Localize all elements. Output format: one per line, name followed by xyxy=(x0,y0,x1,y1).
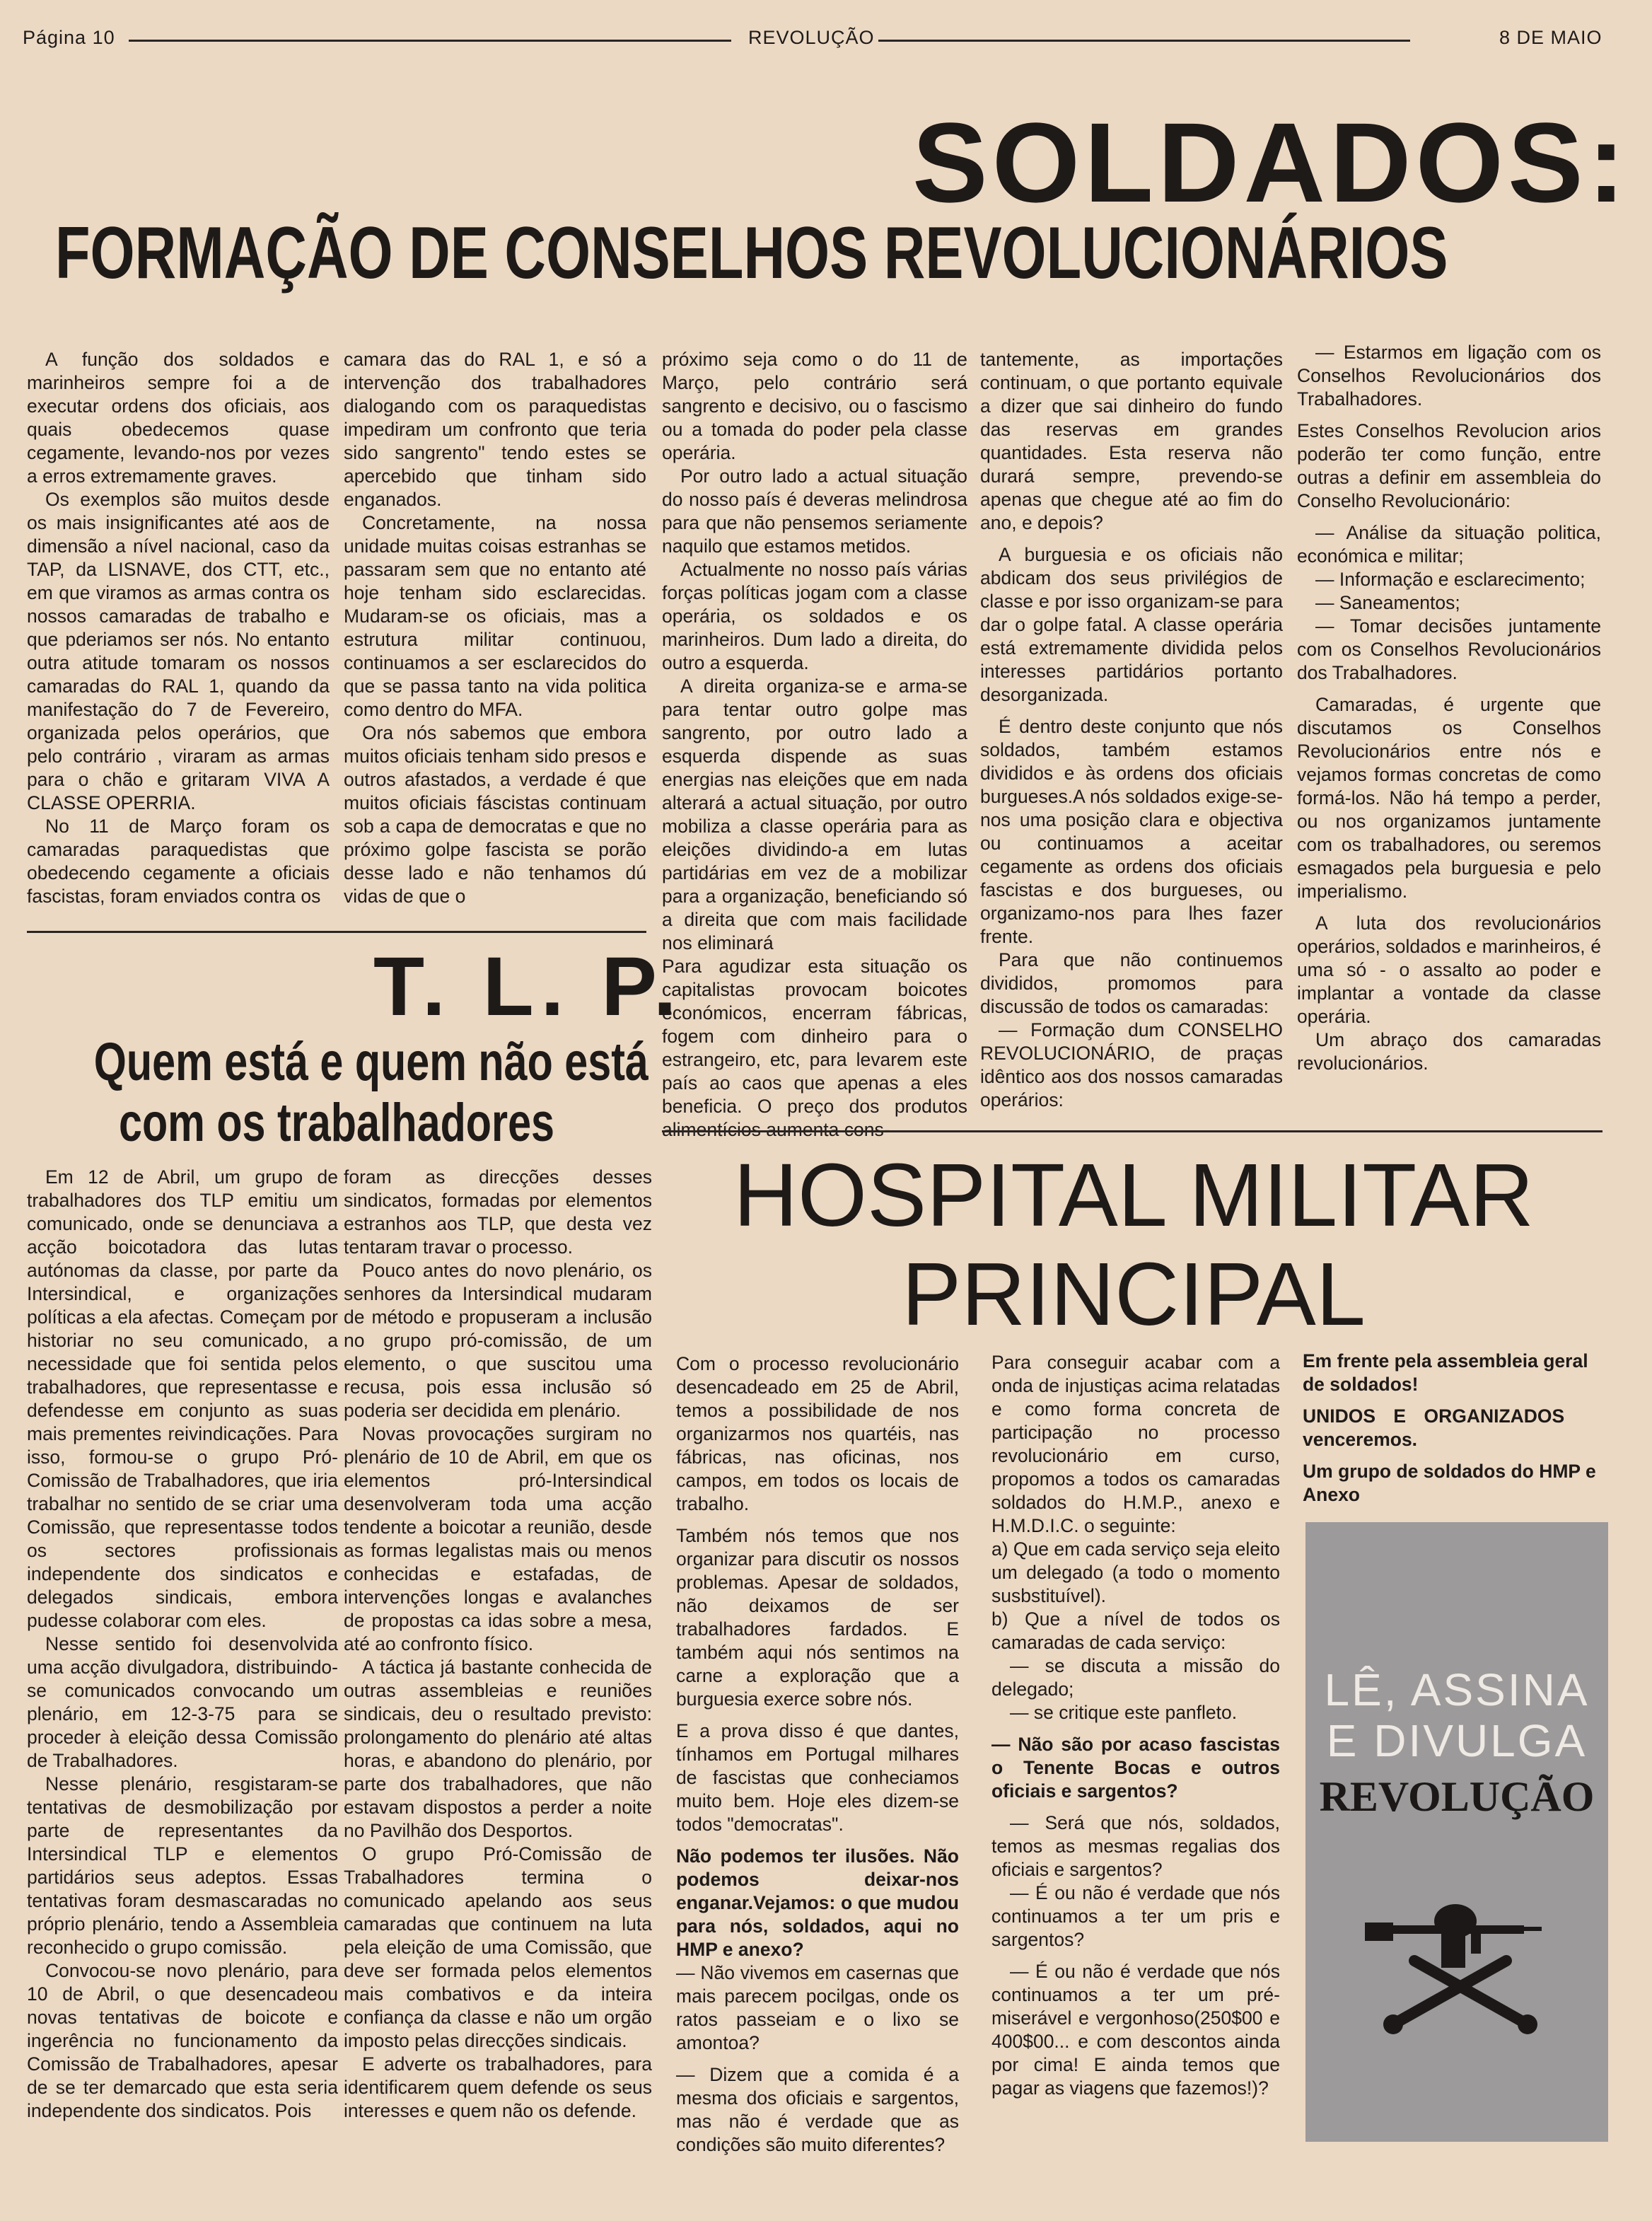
hospital-column-1 xyxy=(676,1352,959,2157)
paragraph: Em 12 de Abril, um grupo de trabalhadores dos TLP emitiu um comunicado, onde se denunciava a acção boicotadora das lutas autónomas da classe, por parte da Intersindical, e organizações políticas a ela afectas. Começam por historiar no seu comunicado, a necessidade que foi sentida pelos trabalhadores, que representasse e defendesse em conjunto as suas mais prementes reivindicações. Para isso, formou-se o grupo Pró-Comissão de Trabalhadores, que iria trabalhar no sentido de se criar uma Comissão, que representasse todos os sectores profissionais independente dos sindicatos e delegados sindicais, embora pudesse colaborar com eles. xyxy=(27,1166,338,1631)
slogan: Em frente pela assembleia geral de soldados! xyxy=(1303,1350,1588,1395)
soldados-headline: SOLDADOS: xyxy=(912,99,1629,226)
page-number: Página 10 xyxy=(23,27,115,48)
paragraph: A luta dos revolucionários operários, soldados e marinheiros, é uma só - o assalto ao poder e implantar a vontade da classe operária. xyxy=(1297,912,1601,1027)
tlp-headline: T. L. P. xyxy=(373,940,684,1033)
soldados-column-1 xyxy=(27,348,330,908)
paragraph: A burguesia e os oficiais não abdicam dos seus privilégios de classe e por isso organizam-se para dar o golpe fatal. A classe operária está extremamente dividida pelos interesses partidários portanto desorganizada. xyxy=(980,544,1283,705)
paragraph: Também nós temos que nos organizar para discutir os nossos problemas. Apesar de soldados, não deixamos de ser trabalhadores fardados. E também aqui nós sentimos na carne a exploração que a burguesia exerce sobre nós. xyxy=(676,1525,959,1710)
list-item: — Saneamentos; xyxy=(1315,592,1460,613)
paragraph: — É ou não é verdade que nós continuamos a ter um pré-miserável e vergonhoso(250$00 e 400$00... e com descontos ainda por cima! E ainda temos que pagar as viagens que fazemos!)? xyxy=(991,1961,1280,2099)
advert-line-2: E DIVULGA xyxy=(1326,1715,1588,1766)
soldados-column-2 xyxy=(344,348,646,908)
paragraph: A táctica já bastante conhecida de outras assembleias e reuniões sindicais, deu o resultado previsto: prolongamento do plenário até altas horas, e abandono do plenário, por parte dos trabalhadores, que não estavam dispostos a perder a noite no Pavilhão dos Desportos. xyxy=(344,1657,652,1841)
list-item: — se discuta a missão do delegado; xyxy=(991,1655,1280,1700)
soldados-column-3 xyxy=(662,348,967,1142)
paragraph: Os exemplos são muitos desde os mais insignificantes até aos de dimensão a nível nacional, caso da TAP, da LISNAVE, dos CTT, etc., em que viramos as armas contra os nossos camaradas de trabalho e que pderiamos ser nós. No entanto outra atitude tomaram os nossos camaradas do RAL 1, quando da manifestação do 7 de Fevereiro, organizada pelos operários, que pelo contrário , viraram as armas para o chão e gritaram VIVA A CLASSE OPERRIA. xyxy=(27,489,330,813)
list-item: — Análise da situação politica, económica e militar; xyxy=(1297,522,1601,567)
paragraph: — Não vivemos em casernas que mais parecem pocilgas, onde os ratos passeiam e o lixo se amontoa? xyxy=(676,1962,959,2053)
paragraph: A direita organiza-se e arma-se para tentar outro golpe mas sangrento, por outro lado a esquerda dispende as suas energias nas eleições que em nada alterará a actual situação, por outro mobiliza a classe operária para as eleições dividindo-a em lutas partidárias em vez de a mobilizar para a organização, beneficiando só a direita que com mais facilidade nos eliminará xyxy=(662,675,967,953)
paragraph: A função dos soldados e marinheiros sempre foi a de executar ordens dos oficiais, aos quais obedecemos quase cegamente, levando-nos por vezes a erros extremamente graves. xyxy=(27,349,330,487)
paragraph: Um abraço dos camaradas revolucionários. xyxy=(1297,1029,1601,1074)
paragraph: Para que não continuemos divididos, promomos para discussão de todos os camaradas: xyxy=(980,949,1283,1017)
newspaper-name: REVOLUÇÃO xyxy=(748,27,875,48)
list-item: — se critique este panfleto. xyxy=(1010,1702,1238,1723)
paragraph: No 11 de Março foram os camaradas paraquedistas que obedecendo cegamente a oficiais fascistas, foram enviados contra os xyxy=(27,816,330,907)
list-item: — Informação e esclarecimento; xyxy=(1315,569,1586,590)
paragraph: — Formação dum CONSELHO REVOLUCIONÁRIO, de praças idêntico aos dos nossos camaradas operários: xyxy=(980,1019,1283,1110)
paragraph: Com o processo revolucionário desencadeado em 25 de Abril, temos a possibilidade de nos organizarmos nos quartéis, nas fábricas, nas oficinas, nos campos, em todos os locais de trabalho. xyxy=(676,1353,959,1514)
paragraph: O grupo Pró-Comissão de Trabalhadores termina o comunicado apelando aos seus camaradas que continuem na luta pela eleição de uma Comissão, que deve ser formada pelos elementos mais combativos e da inteira confiança da classe e não um orgão imposto pelas direcções sindicais. xyxy=(344,1843,652,2051)
paragraph: — Dizem que a comida é a mesma dos oficiais e sargentos, mas não é verdade que as condições são muito diferentes? xyxy=(676,2064,959,2155)
paragraph: Para agudizar esta situação os capitalistas provocam boicotes económicos, encerram fábricas, fogem com dinheiro para o estrangeiro, etc, para levarem este país ao caos que apenas a eles beneficia. O preço dos produtos alimentícios aumenta cons- xyxy=(662,956,967,1140)
list-item: a) Que em cada serviço seja eleito um delegado (a todo o momento susbstituível). xyxy=(991,1538,1281,1606)
tlp-column-1 xyxy=(27,1166,338,2123)
paragraph: Convocou-se novo plenário, para 10 de Abril, o que desencadeou novas tentativas de boicote e ingerência no funcionamento da Comissão de Trabalhadores, apesar de se ter demarcado que esta seria independente dos sindicatos. Pois xyxy=(27,1960,338,2121)
paragraph: Camaradas, é urgente que discutamos os Conselhos Revolucionários entre nós e vejamos formas concretas de como formá-los. Não há tempo a perder, ou nos organizamos juntamente com os trabalhadores, ou seremos esmagados pela burguesia e pelo imperialismo. xyxy=(1297,694,1601,902)
paragraph: Por outro lado a actual situação do nosso país é deveras melindrosa para que não pensemos seriamente naquilo que estamos metidos. xyxy=(662,465,967,557)
paragraph: Actualmente no nosso país várias forças políticas jogam com a classe operária, os soldados e os marinheiros. Dum lado a direita, do outro a esquerda. xyxy=(662,559,967,673)
paragraph: Estes Conselhos Revolucion arios poderão ter como função, entre outras a definir em assembleia do Conselho Revolucionário: xyxy=(1297,420,1601,511)
hospital-headline-line-1: HOSPITAL MILITAR xyxy=(733,1145,1534,1245)
signature: Um grupo de soldados do HMP e Anexo xyxy=(1303,1461,1596,1505)
paragraph: Ora nós sabemos que embora muitos oficiais tenham sido presos e outros afastados, a verdade é que muitos oficiais fáscistas continuam sob a capa de democratas e que no próximo golpe fascista se porão desse lado e não tenhamos dú vidas de que o xyxy=(344,722,646,907)
paragraph: — É ou não é verdade que nós continuamos a ter um pris e sargentos? xyxy=(991,1882,1280,1950)
section-divider-left xyxy=(27,931,646,933)
tlp-column-2 xyxy=(344,1166,652,2123)
paragraph: Novas provocações surgiram no plenário de 10 de Abril, em que os elementos pró-Intersindical desenvolveram toda uma acção tendente a boicotar a reunião, desde as formas legalistas mais ou menos conhecidas e estafadas, de intervenções longas e avalanches de propostas ca idas sobre a mesa, até ao confronto físico. xyxy=(344,1423,652,1654)
soldados-subheadline: FORMAÇÃO DE CONSELHOS REVOLUCIONÁRIOS xyxy=(55,212,1448,294)
issue-date: 8 DE MAIO xyxy=(1499,27,1602,48)
tlp-subheadline-line-2: com os trabalhadores xyxy=(118,1093,555,1153)
advert-brand: REVOLUÇÃO xyxy=(1319,1773,1595,1820)
tlp-subheadline-line-1: Quem está e quem não está xyxy=(93,1032,648,1092)
list-item: b) Que a nível de todos os camaradas de cada serviço: xyxy=(991,1608,1280,1653)
soldados-column-5 xyxy=(1297,341,1601,1075)
section-divider-right xyxy=(662,1130,1602,1132)
paragraph: — Não são por acaso fascistas o Tenente Bocas e outros oficiais e sargentos? xyxy=(991,1734,1280,1802)
header-rule-right xyxy=(878,40,1410,42)
soldados-column-4 xyxy=(980,348,1283,1112)
advert-line-1: LÊ, ASSINA xyxy=(1324,1664,1590,1715)
hospital-column-3 xyxy=(1303,1350,1608,1507)
paragraph: E adverte os trabalhadores, para identificarem quem defende os seus interesses e quem não os defende. xyxy=(344,2053,652,2121)
paragraph: — Será que nós, soldados, temos as mesmas regalias dos oficiais e sargentos? xyxy=(991,1812,1280,1880)
paragraph: É dentro deste conjunto que nós soldados, também estamos divididos e às ordens dos oficiais burgueses.A nós soldados exige-se-nos uma posição clara e objectiva ou continuamos a aceitar cegamente as ordens dos oficiais fascistas e dos burgueses, ou organizamo-nos para lhes fazer frente. xyxy=(980,716,1283,947)
paragraph: — Estarmos em ligação com os Conselhos Revolucionários dos Trabalhadores. xyxy=(1297,342,1601,410)
paragraph: próximo seja como o do 11 de Março, pelo contrário será sangrento e decisivo, ou o fascismo ou a tomada do poder pela classe operária. xyxy=(662,349,967,463)
paragraph: foram as direcções desses sindicatos, formadas por elementos estranhos aos TLP, que desta vez tentaram travar o processo. xyxy=(344,1166,652,1258)
paragraph: E a prova disso é que dantes, tínhamos em Portugal milhares de fascistas que conheciamos muito bem. Hoje eles dizem-se todos "democratas". xyxy=(676,1720,959,1835)
header-rule-left xyxy=(129,40,731,42)
hospital-headline-line-2: PRINCIPAL xyxy=(902,1244,1366,1344)
rifle-and-wrench-emblem-icon xyxy=(1365,1897,1549,2039)
slogan: UNIDOS E ORGANIZADOS venceremos. xyxy=(1303,1405,1565,1450)
paragraph: camara das do RAL 1, e só a intervenção dos trabalhadores dialogando com os paraquedistas impediram um confronto que teria sido sangrento" tendo estes se apercebido que tinham sido enganados. xyxy=(344,349,646,510)
paragraph: Nesse sentido foi desenvolvida uma acção divulgadora, distribuindo-se comunicados convocando um plenário, em 12-3-75 para se proceder à eleição dessa Comissão de Trabalhadores. xyxy=(27,1633,338,1771)
paragraph: tantemente, as importações continuam, o que portanto equivale a dizer que sai dinheiro do fundo das reservas em grandes quantidades. Esta reserva não durará sempre, prevendo-se apenas que chegue até ao fim do ano, e depois? xyxy=(980,349,1283,533)
paragraph: Pouco antes do novo plenário, os senhores da Intersindical mudaram de método e propuseram a inclusão no grupo pró-comissão, de um elemento, o que suscitou uma recusa, pois essa inclusão só poderia ser decidida em plenário. xyxy=(344,1260,652,1421)
paragraph: Nesse plenário, resgistaram-se tentativas de desmobilização por parte de representantes da Intersindical TLP e elementos partidários seus adeptos. Essas tentativas foram desmascaradas no próprio plenário, tendo a Assembleia reconhecido o grupo comissão. xyxy=(27,1773,338,1958)
paragraph: Não podemos ter ilusões. Não podemos deixar-nos enganar.Vejamos: o que mudou para nós, soldados, aqui no HMP e anexo? xyxy=(676,1845,959,1960)
paragraph: Concretamente, na nossa unidade muitas coisas estranhas se passaram sem que no entanto até hoje tenham sido esclarecidas. Mudaram-se os oficiais, mas a estrutura militar continuou, continuamos a ser esclarecidos do que se passa tanto na vida politica como dentro do MFA. xyxy=(344,512,646,720)
hospital-column-2 xyxy=(991,1351,1280,2100)
paragraph: Para conseguir acabar com a onda de injustiças acima relatadas e como forma concreta de participação no processo revolucionário em curso, propomos a todos os camaradas soldados do H.M.P., anexo e H.M.D.I.C. o seguinte: xyxy=(991,1352,1280,1536)
subscription-advert xyxy=(1305,1522,1608,2142)
list-item: — Tomar decisões juntamente com os Conselhos Revolucionários dos Trabalhadores. xyxy=(1297,615,1601,683)
